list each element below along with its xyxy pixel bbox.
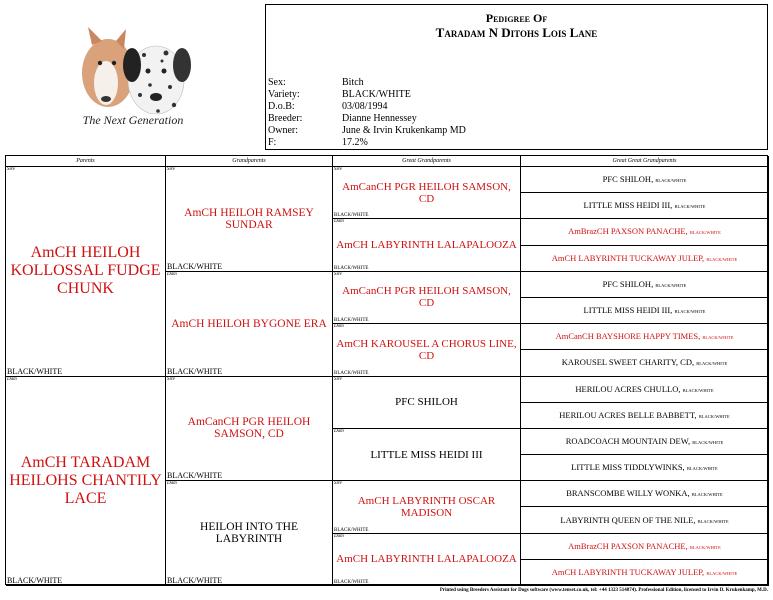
dog-name: AmBrazCH PAXSON PANACHE, (568, 540, 688, 551)
dog-name: PFC SHILOH, (602, 174, 654, 185)
great-great-grandparent-cell (521, 455, 769, 481)
dog-name: AmCH HEILOH KOLLOSSAL FUDGE CHUNK (10, 244, 161, 298)
dam-label: Dam (334, 533, 344, 539)
sire-label: Sire (334, 271, 342, 277)
great-great-grandparent-cell (521, 324, 769, 350)
dog-info (268, 77, 466, 149)
dog-entry (521, 331, 768, 341)
info-row: Owner: June & Irvin Krukenkamp MD (268, 125, 466, 136)
dog-entry (521, 200, 768, 210)
color-text: BLACK/WHITE (655, 282, 687, 288)
great-great-grandparent-cell (521, 193, 769, 219)
dog-entry (521, 462, 768, 472)
dog-name: LABYRINTH QUEEN OF THE NILE, (560, 514, 696, 525)
color-text: BLACK/WHITE (689, 544, 721, 550)
great-great-grandparent-cell (521, 272, 769, 298)
dog-name: HEILOH INTO THE LABYRINTH (200, 521, 298, 546)
dog-name: AmCH HEILOH BYGONE ERA (171, 317, 327, 330)
color-text: BLACK/WHITE (334, 580, 369, 585)
sire-label: Sire (7, 167, 15, 172)
dog-name: KAROUSEL SWEET CHARITY, CD, (561, 357, 695, 368)
dog-entry (521, 279, 768, 289)
great-great-grandparent-cell (521, 219, 769, 245)
color-text: BLACK/WHITE (334, 265, 369, 271)
color-text: BLACK/WHITE (706, 570, 738, 576)
dog-name: PFC SHILOH (395, 396, 458, 409)
color-text: BLACK/WHITE (674, 204, 706, 210)
dog-name: HERILOU ACRES BELLE BABBETT, (559, 409, 697, 420)
info-row: Breeder: Dianne Hennessey (268, 113, 417, 124)
great-grandparents-cell (333, 272, 521, 324)
color-text: BLACK/WHITE (689, 230, 721, 236)
column-header: Parents (6, 156, 166, 167)
dog-name: LITTLE MISS HEIDI III, (583, 200, 673, 211)
great-grandparents-cell (333, 429, 521, 481)
great-grandparents-cell (333, 219, 521, 271)
color-text: BLACK/WHITE (7, 366, 63, 376)
color-text: BLACK/WHITE (334, 527, 369, 533)
sire-label: Sire (334, 167, 342, 172)
footer-note: Printed using Breeders Assistant for Dogs software (www.tenset.co.uk, tel: +44 1323 514874). Professional Edition, licensed to Irvin D. Krukenkamp, M.D. (439, 588, 768, 593)
dog-entry (521, 357, 768, 367)
dog-name: AmCH TARADAM HEILOHS CHANTILY LACE (9, 453, 162, 507)
column-header: Great Grandparents (333, 156, 521, 167)
color-text: BLACK/WHITE (686, 466, 718, 472)
dam-label: Dam (334, 219, 344, 225)
sire-label: Sire (334, 481, 342, 487)
color-text: BLACK/WHITE (697, 518, 729, 524)
color-text: BLACK/WHITE (691, 492, 723, 498)
dog-entry (521, 488, 768, 498)
dog-name: PFC SHILOH, (602, 278, 654, 289)
sire-label: Sire (167, 167, 175, 172)
dog-name: AmCanCH BAYSHORE HAPPY TIMES, (555, 331, 701, 342)
color-text: BLACK/WHITE (702, 335, 734, 341)
color-text: BLACK/WHITE (655, 178, 687, 184)
color-text: BLACK/WHITE (706, 256, 738, 262)
great-great-grandparent-cell (521, 377, 769, 403)
color-text: BLACK/WHITE (334, 318, 369, 324)
color-text: BLACK/WHITE (696, 361, 728, 367)
info-row: Variety: BLACK/WHITE (268, 89, 411, 100)
dog-name-title: Taradam N Ditohs Lois Lane (435, 25, 598, 40)
pedigree-header (265, 4, 768, 150)
great-grandparents-cell (333, 534, 521, 586)
great-great-grandparent-cell (521, 246, 769, 272)
dog-name: AmBrazCH PAXSON PANACHE, (568, 226, 688, 237)
dog-name: LITTLE MISS TIDDLYWINKS, (571, 462, 685, 473)
parents-cell (6, 377, 166, 587)
great-grandparents-cell (333, 377, 521, 429)
dog-entry (521, 305, 768, 315)
great-grandparents-cell (333, 481, 521, 533)
color-text: BLACK/WHITE (698, 413, 730, 419)
color-text: BLACK/WHITE (167, 576, 223, 585)
dog-entry (521, 541, 768, 551)
great-great-grandparent-cell (521, 167, 769, 193)
great-great-grandparent-cell (521, 560, 769, 586)
dog-name: AmCH HEILOH RAMSEY SUNDAR (184, 206, 314, 231)
dog-entry (521, 384, 768, 394)
dog-entry (521, 567, 768, 577)
info-row: F: 17.2% (268, 137, 368, 148)
color-text: BLACK/WHITE (674, 309, 706, 315)
color-text: BLACK/WHITE (167, 471, 223, 481)
color-text: BLACK/WHITE (167, 261, 223, 271)
color-text: BLACK/WHITE (7, 576, 63, 585)
grandparents-cell (166, 167, 333, 272)
pedigree-grid (5, 155, 768, 585)
great-great-grandparent-cell (521, 507, 769, 533)
info-row: D.o.B: 03/08/1994 (268, 101, 388, 112)
great-great-grandparent-cell (521, 429, 769, 455)
dog-entry (521, 515, 768, 525)
dog-name: AmCH LABYRINTH LALAPALOOZA (336, 553, 517, 566)
dog-name: AmCH LABYRINTH TUCKAWAY JULEP, (551, 252, 705, 263)
logo-caption: The Next Generation (82, 113, 184, 127)
dog-entry (521, 410, 768, 420)
dog-name: AmCanCH PGR HEILOH SAMSON, CD (187, 416, 311, 441)
great-great-grandparent-cell (521, 298, 769, 324)
dog-name: AmCH LABYRINTH TUCKAWAY JULEP, (551, 566, 705, 577)
dog-entry (521, 226, 768, 236)
great-great-grandparent-cell (521, 534, 769, 560)
dog-entry (521, 436, 768, 446)
color-text: BLACK/WHITE (167, 366, 223, 376)
sire-label: Sire (167, 376, 175, 382)
title-line1: Pedigree Of (485, 11, 548, 25)
dog-name: LITTLE MISS HEIDI III (370, 448, 483, 461)
great-great-grandparent-cell (521, 481, 769, 507)
great-great-grandparent-cell (521, 403, 769, 429)
dog-entry (521, 174, 768, 184)
dog-name: BRANSCOMBE WILLY WONKA, (566, 488, 690, 499)
great-grandparents-cell (333, 324, 521, 376)
dog-name: AmCH LABYRINTH LALAPALOOZA (336, 239, 517, 252)
dam-label: Dam (334, 324, 344, 330)
dog-entry (521, 253, 768, 263)
dam-label: Dam (167, 271, 177, 277)
parents-cell (6, 167, 166, 377)
dog-name: AmCH LABYRINTH OSCAR MADISON (357, 494, 496, 519)
color-text: BLACK/WHITE (682, 387, 714, 393)
grandparents-cell (166, 481, 333, 586)
sire-label: Sire (334, 376, 342, 382)
dog-name: AmCanCH PGR HEILOH SAMSON, CD (342, 180, 511, 205)
grandparents-cell (166, 272, 333, 377)
dog-name: HERILOU ACRES CHULLO, (575, 383, 681, 394)
dam-label: Dam (167, 481, 177, 487)
great-great-grandparent-cell (521, 350, 769, 376)
dam-label: Dam (334, 428, 344, 434)
color-text: BLACK/WHITE (334, 213, 369, 219)
dog-name: AmCanCH PGR HEILOH SAMSON, CD (342, 285, 511, 310)
dog-name: LITTLE MISS HEIDI III, (583, 305, 673, 316)
column-header: Grandparents (166, 156, 333, 167)
dam-label: Dam (7, 376, 17, 382)
color-text: BLACK/WHITE (334, 370, 369, 376)
grandparents-cell (166, 377, 333, 482)
dog-name: AmCH KAROUSEL A CHORUS LINE, CD (336, 337, 517, 362)
color-text: BLACK/WHITE (692, 439, 724, 445)
great-grandparents-cell (333, 167, 521, 219)
dog-name: ROADCOACH MOUNTAIN DEW, (565, 435, 691, 446)
info-row: Sex: Bitch (268, 77, 364, 88)
column-header: Great Great Grandparents (521, 156, 769, 167)
